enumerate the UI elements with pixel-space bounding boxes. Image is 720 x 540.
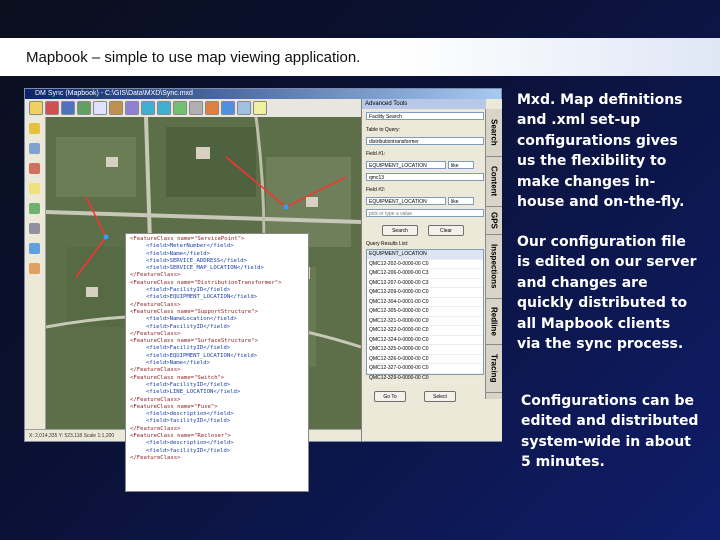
result-row[interactable]: QMC12-304-0-0001-00 C0 [367,298,483,308]
xml-line: <field>FacilityID</field> [146,381,231,388]
xml-line: <FeatureClass name="ServicePoint"> [130,236,245,242]
field2-label: Field #2: [366,187,386,193]
measure-icon[interactable] [109,101,123,115]
xml-line: <FeatureClass name="SurfaceStructure"> [130,338,258,345]
left-toolbar [25,117,46,429]
layer-icon[interactable] [29,143,40,154]
draw-icon[interactable] [29,203,40,214]
select-icon[interactable] [125,101,139,115]
refresh-icon[interactable] [173,101,187,115]
note-icon[interactable] [29,183,40,194]
xml-line: <field>description</field> [146,440,234,447]
full-extent-icon[interactable] [77,101,91,115]
xml-line: <field>EQUIPMENT_LOCATION</field> [146,294,258,301]
layers-icon[interactable] [237,101,251,115]
camera-icon[interactable] [29,223,40,234]
back-icon[interactable] [141,101,155,115]
xml-line: <field>NameLocation</field> [146,316,237,323]
help-icon[interactable] [253,101,267,115]
result-row[interactable]: QMC12-329-0-0000-00 C0 [367,374,483,384]
xml-line: <field>description</field> [146,411,234,418]
xml-line: <field>FacilityID</field> [146,323,231,330]
tab-gps[interactable]: GPS [486,207,502,235]
status-bar: X: 2,014,335 Y: 523,118 Scale 1:1,200 [25,429,361,441]
result-row[interactable]: QMC12-305-0-0000-00 C0 [367,307,483,317]
paragraph-system-wide: Configurations can be edited and distributed system-wide in about 5 minutes. [521,393,699,471]
go-to-button[interactable]: Go To [374,391,406,402]
advanced-tools-panel [361,99,502,441]
tab-content[interactable]: Content [486,157,502,207]
print-icon[interactable] [189,101,203,115]
result-row[interactable]: QMC12-325-0-0000-00 C0 [367,345,483,355]
xml-line: <field>Name</field> [146,250,210,257]
identify-icon[interactable] [93,101,107,115]
panel-tabs [485,109,502,399]
xml-line: <field>SERVICE_ADDRESS</field> [146,257,248,264]
value1-input[interactable]: qmc13 [366,173,484,181]
result-row[interactable]: QMC12-202-0-0000-00 C0 [367,260,483,270]
window-titlebar: DM Sync (Mapbook) - C:\GIS\Data\MXD\Sync.mxd [25,89,501,99]
tab-search[interactable]: Search [486,109,502,157]
layer-select[interactable]: Facility Search [366,112,484,120]
xml-line: <field>facilityID</field> [146,447,231,454]
zoom-out-icon[interactable] [61,101,75,115]
xml-line: </FeatureClass> [130,330,181,337]
find-icon[interactable] [29,243,40,254]
field2-select[interactable]: EQUIPMENT_LOCATION [366,197,446,205]
paragraph-config-file: Our configuration file is edited on our server and changes are quickly distributed to all Mapbook clients via the sync process. [517,234,697,353]
map-toolbar [25,99,361,118]
table-label: Table to Query: [366,127,400,133]
operator1-select[interactable]: like [448,161,474,169]
xml-line: </FeatureClass> [130,272,181,279]
result-row[interactable]: QMC12-206-0-0000-00 C3 [367,269,483,279]
field1-select[interactable]: EQUIPMENT_LOCATION [366,161,446,169]
operator2-select[interactable]: like [448,197,474,205]
xml-line: <field>FacilityID</field> [146,287,231,294]
xml-line: <field>LINE_LOCATION</field> [146,389,241,396]
xml-line: <field>EQUIPMENT_LOCATION</field> [146,352,258,359]
xml-line: <field>MeterNumber</field> [146,243,234,250]
xml-line: </FeatureClass> [130,454,181,461]
tab-inspections[interactable]: Inspections [486,235,502,299]
field1-label: Field #1: [366,151,386,157]
forward-icon[interactable] [157,101,171,115]
slide-title: Mapbook – simple to use map viewing application. [26,49,361,66]
results-label: Query Results List: [366,241,409,247]
edit-icon[interactable] [29,163,40,174]
gps-icon[interactable] [221,101,235,115]
pan-tool-icon[interactable] [29,101,43,115]
xml-line: <field>facilityID</field> [146,418,231,425]
xml-line: <field>SERVICE_MAP_LOCATION</field> [146,265,264,272]
value2-input[interactable]: pick or type a value [366,209,484,217]
xml-line: <FeatureClass name="Fuse"> [130,403,218,410]
result-row[interactable]: EQUIPMENT_LOCATION [367,250,483,260]
xml-line: <FeatureClass name="Recloser"> [130,433,232,440]
result-row[interactable]: QMC12-321-0-0000-00 C0 [367,317,483,327]
xml-line: </FeatureClass> [130,367,181,374]
open-folder-icon[interactable] [29,123,40,134]
tab-tracing[interactable]: Tracing [486,345,502,393]
result-row[interactable]: QMC12-209-0-0000-00 C0 [367,288,483,298]
result-row[interactable]: QMC12-326-0-0000-00 C0 [367,355,483,365]
zoom-in-icon[interactable] [45,101,59,115]
xml-line: </FeatureClass> [130,301,181,308]
result-row[interactable]: QMC12-207-0-0000-00 C3 [367,279,483,289]
xml-line: <field>Name</field> [146,360,210,367]
result-row[interactable]: QMC12-327-0-0000-00 C0 [367,364,483,374]
xml-line: </FeatureClass> [130,425,181,432]
result-row[interactable]: QMC12-322-0-0000-00 C0 [367,326,483,336]
xml-line: <FeatureClass name="DistributionTransformer"> [130,279,282,286]
xml-line: </FeatureClass> [130,396,181,403]
panel-header: Advanced Tools [362,99,486,109]
search-button[interactable]: Search [382,225,418,236]
query-results-list[interactable] [366,249,484,381]
xml-line: <field>FacilityID</field> [146,345,231,352]
bookmark-icon[interactable] [205,101,219,115]
clear-button[interactable]: Clear [428,225,464,236]
select-button[interactable]: Select [424,391,456,402]
xml-line: <FeatureClass name="Switch"> [130,374,225,381]
xml-config-snippet [125,233,309,492]
tab-redline[interactable]: Redline [486,299,502,345]
palette-icon[interactable] [29,263,40,274]
paragraph-map-definitions: Mxd. Map definitions and .xml set-up configurations gives us the flexibility to make changes in-house and on-the-fly. [517,92,685,211]
table-select[interactable]: distributiontransformer [366,137,484,145]
result-row[interactable]: QMC12-324-0-0000-00 C0 [367,336,483,346]
xml-line: <FeatureClass name="SupportStructure"> [130,308,258,315]
